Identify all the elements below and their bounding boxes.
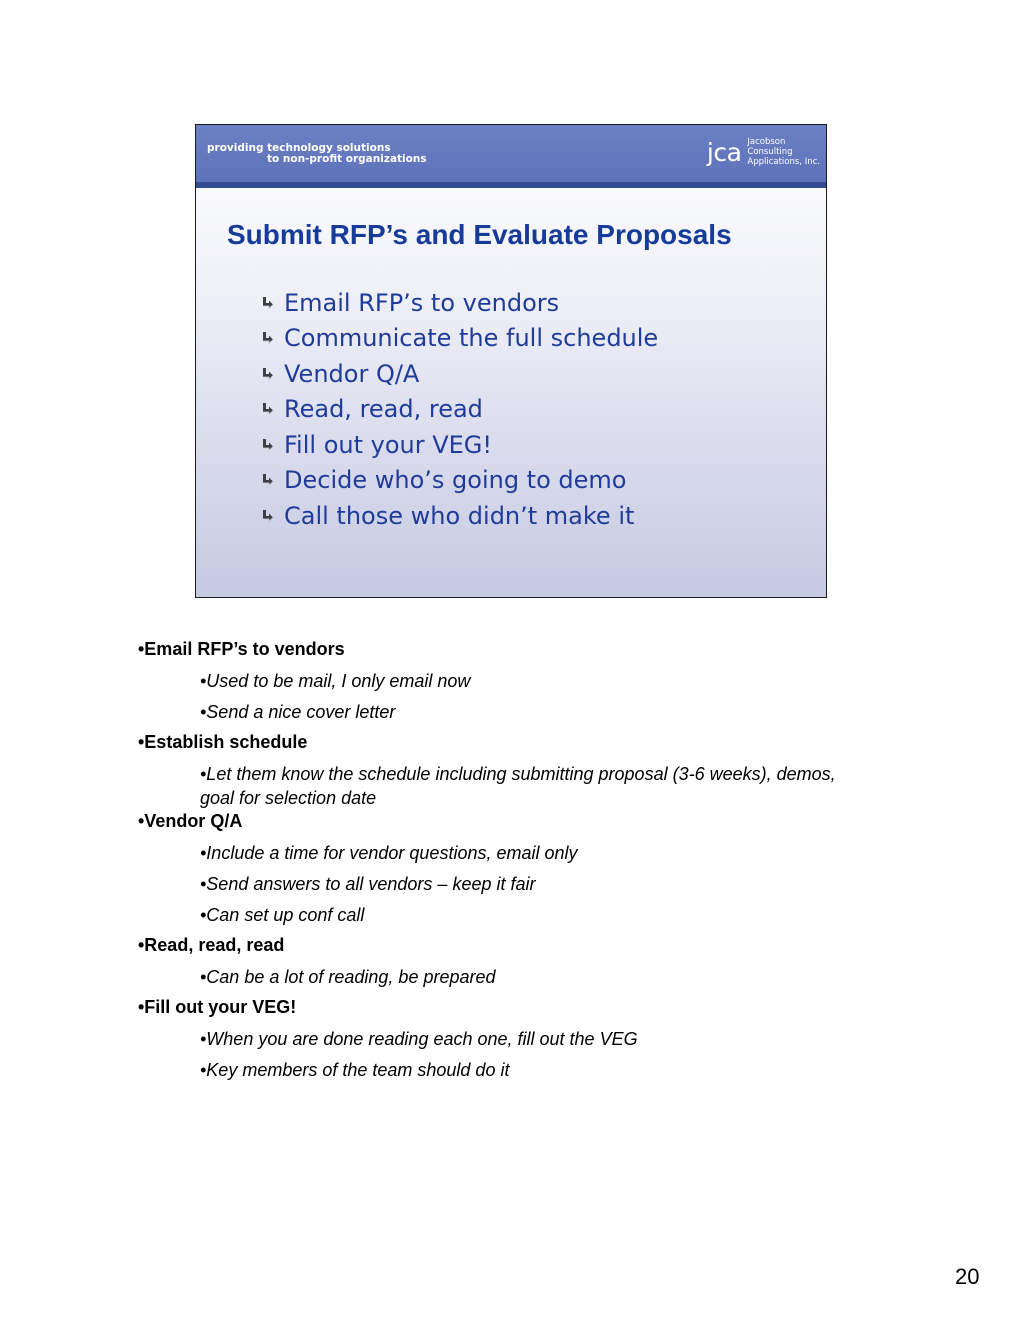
slide-bullet-item [260,427,658,463]
note-heading: •Email RFP’s to vendors [138,639,345,659]
slide-image [195,124,827,598]
page-number: 20 [955,1264,980,1289]
note-detail: •Can set up conf call [200,905,365,925]
slide-title: Submit RFP’s and Evaluate Proposals [227,219,732,250]
down-right-arrow-icon [260,331,274,345]
slide-banner [196,125,826,182]
jca-logo [707,130,820,174]
down-right-arrow-icon [260,367,274,381]
slide-bullet-text: Read, read, read [284,395,483,424]
tagline-line-2: to non-profit organizations [267,153,427,165]
slide-bullet-item [260,356,658,392]
down-right-arrow-icon [260,509,274,523]
slide-bullet-item [260,392,658,428]
note-detail: •Key members of the team should do it [200,1060,510,1080]
logo-mark: jca [706,137,742,167]
speaker-notes [138,638,858,1089]
logo-name-line-1: Jacobson [747,137,786,147]
tagline [207,143,427,165]
note-detail: •Include a time for vendor questions, email only [200,843,578,863]
note-heading: •Vendor Q/A [138,811,243,831]
slide-bullet-text: Communicate the full schedule [284,324,659,353]
slide-bullet-text: Email RFP’s to vendors [284,288,560,317]
slide-bullet-text: Call those who didn’t make it [284,501,635,530]
slide-bullet-list [260,285,658,534]
note-detail: •When you are done reading each one, fill out the VEG [200,1029,638,1049]
note-detail: •Let them know the schedule including submitting proposal (3-6 weeks), demos, goal for selection date [200,764,836,808]
note-heading: •Establish schedule [138,732,308,752]
slide-bullet-item [260,285,658,321]
logo-company-name [747,137,820,167]
down-right-arrow-icon [260,296,274,310]
note-detail: •Used to be mail, I only email now [200,671,471,691]
note-heading: •Fill out your VEG! [138,997,297,1017]
logo-name-line-3: Applications, Inc. [747,157,820,167]
note-heading: •Read, read, read [138,935,285,955]
down-right-arrow-icon [260,438,274,452]
down-right-arrow-icon [260,473,274,487]
note-detail: •Can be a lot of reading, be prepared [200,967,496,987]
tagline-line-1: providing technology solutions [207,142,391,154]
slide-bullet-item [260,463,658,499]
slide-bullet-text: Fill out your VEG! [284,430,493,459]
slide-bullet-text: Vendor Q/A [284,359,420,388]
slide-bullet-text: Decide who’s going to demo [284,466,627,495]
down-right-arrow-icon [260,402,274,416]
slide-bullet-item [260,321,658,357]
note-detail: •Send answers to all vendors – keep it fair [200,874,536,894]
logo-name-line-2: Consulting [747,147,793,157]
note-detail: •Send a nice cover letter [200,702,396,722]
slide-bullet-item [260,498,658,534]
banner-divider [196,182,826,188]
